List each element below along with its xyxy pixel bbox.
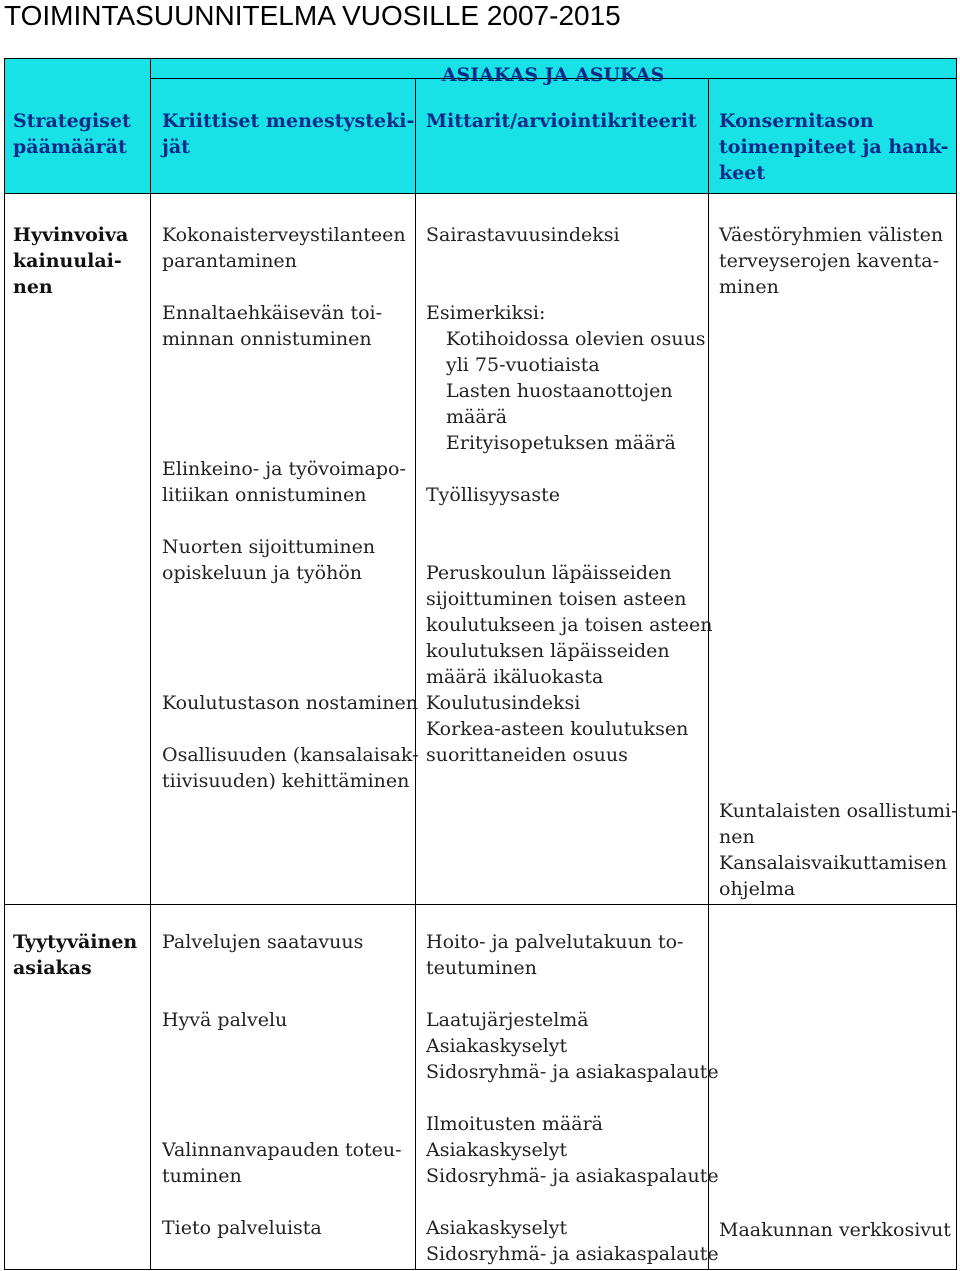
goal-row-1: Hyvinvoiva kainuulai- nen [13, 224, 129, 298]
column-divider [4, 58, 5, 1270]
metrics-row-2: Hoito- ja palvelutakuun to- teutuminen Laatujärjestelmä Asiakaskyselyt Sidosryhmä- ja asiakaspalaute Ilmoitusten määrä Asiakaskyselyt Sidosryhmä- ja asiakaspalaute Asiakaskyselyt Sidosryhmä- ja asiakaspalaute [426, 931, 719, 1265]
row-divider [4, 1269, 957, 1270]
actions-row-1-participation: Kuntalaisten osallistumi- nen Kansalaisvaikuttamisen ohjelma [719, 800, 958, 900]
header-strategic-goals: Strategiset päämäärät [13, 110, 131, 158]
document-title: TOIMINTASUUNNITELMA VUOSILLE 2007-2015 [4, 0, 621, 31]
actions-row-2: Maakunnan verkkosivut [719, 1219, 951, 1241]
section-header: ASIAKAS JA ASUKAS [441, 64, 665, 86]
header-actions: Konsernitason toimenpiteet ja hank- keet [719, 110, 949, 184]
action-plan-table [4, 58, 957, 1270]
factors-row-2: Palvelujen saatavuus Hyvä palvelu Valinnanvapauden toteu- tuminen Tieto palveluista [162, 931, 402, 1239]
metrics-row-1: Sairastavuusindeksi Esimerkiksi: Kotihoidossa olevien osuus yli 75-vuotiaista Lasten huostaanottojen määrä Erityisopetuksen määrä Työllisyysaste Peruskoulun läpäisseiden sijoittuminen toisen asteen koulutukseen ja toisen asteen koulutuksen läpäisseiden määrä ikäluokasta Koulutusindeksi Korkea-asteen koulutuksen suorittaneiden osuus [426, 224, 713, 766]
factors-row-1: Kokonaisterveystilanteen parantaminen Ennaltaehkäisevän toi- minnan onnistuminen Elinkeino- ja työvoimapo- litiikan onnistuminen Nuorten sijoittuminen opiskeluun ja työhön Koulutustason nostaminen Osallisuuden (kansalaisak- tiivisuuden) kehittäminen [162, 224, 419, 792]
column-divider [150, 58, 151, 1270]
row-divider [4, 904, 957, 905]
actions-row-1: Väestöryhmien välisten terveyserojen kaventa- minen [719, 224, 944, 298]
header-metrics: Mittarit/arviointikriteerit [426, 110, 697, 132]
column-divider [956, 58, 957, 1270]
header-critical-factors: Kriittiset menestysteki- jät [162, 110, 415, 158]
goal-row-2: Tyytyväinen asiakas [13, 931, 138, 979]
